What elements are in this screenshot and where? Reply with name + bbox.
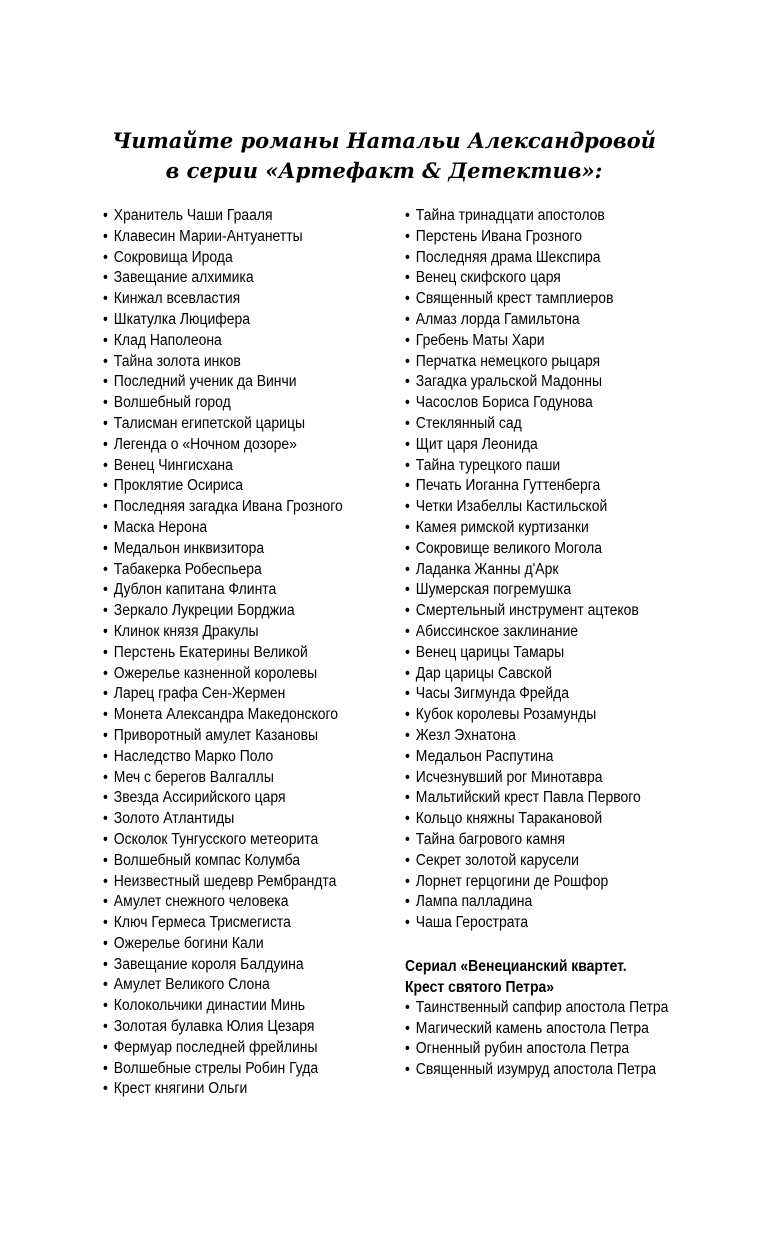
book-title-item: • Медальон инквизитора: [103, 539, 364, 560]
book-title-item: • Зеркало Лукреции Борджиа: [103, 601, 364, 622]
book-title-item: • Ожерелье казненной королевы: [103, 664, 364, 685]
book-title-item: • Магический камень апостола Петра: [405, 1019, 675, 1040]
book-title-item: • Хранитель Чаши Грааля: [103, 206, 364, 227]
book-title-item: • Последняя загадка Ивана Грозного: [103, 497, 364, 518]
book-title-item: • Меч с берегов Валгаллы: [103, 768, 364, 789]
book-title-item: • Лампа палладина: [405, 892, 675, 913]
book-title-item: • Фермуар последней фрейлины: [103, 1038, 364, 1059]
book-title-item: • Тайна турецкого паши: [405, 456, 675, 477]
book-title-item: • Волшебный город: [103, 393, 364, 414]
book-title-item: • Смертельный инструмент ацтеков: [405, 601, 675, 622]
book-title-item: • Огненный рубин апостола Петра: [405, 1039, 675, 1060]
book-title-item: • Таинственный сапфир апостола Петра: [405, 998, 675, 1019]
book-title-item: • Часослов Бориса Годунова: [405, 393, 675, 414]
book-title-item: • Загадка уральской Мадонны: [405, 372, 675, 393]
book-title-item: • Чаша Герострата: [405, 913, 675, 934]
book-title-item: • Перстень Ивана Грозного: [405, 227, 675, 248]
book-title-item: • Щит царя Леонида: [405, 435, 675, 456]
right-column: [405, 206, 705, 1081]
book-title-item: • Волшебный компас Колумба: [103, 851, 364, 872]
book-title-item: • Наследство Марко Поло: [103, 747, 364, 768]
book-title-item: • Венец Чингисхана: [103, 456, 364, 477]
book-title-item: • Кинжал всевластия: [103, 289, 364, 310]
book-title-item: • Перстень Екатерины Великой: [103, 643, 364, 664]
book-title-item: • Исчезнувший рог Минотавра: [405, 768, 675, 789]
book-title-item: • Амулет Великого Слона: [103, 975, 364, 996]
book-title-item: • Перчатка немецкого рыцаря: [405, 352, 675, 373]
book-title-item: • Проклятие Осириса: [103, 476, 364, 497]
book-title-item: • Стеклянный сад: [405, 414, 675, 435]
page-title-line-1: Читайте романы Натальи Александровой: [112, 128, 656, 153]
book-title-item: • Последний ученик да Винчи: [103, 372, 364, 393]
book-title-item: • Часы Зигмунда Фрейда: [405, 684, 675, 705]
book-title-item: • Венец скифского царя: [405, 268, 675, 289]
book-title-item: • Камея римской куртизанки: [405, 518, 675, 539]
book-title-item: • Крест княгини Ольги: [103, 1079, 364, 1100]
book-title-item: • Кольцо княжны Таракановой: [405, 809, 675, 830]
book-title-item: • Кубок королевы Розамунды: [405, 705, 675, 726]
serial-book-list: [405, 998, 705, 1081]
book-title-item: • Сокровища Ирода: [103, 248, 364, 269]
serial-title-line-2: Крест святого Петра»: [405, 978, 555, 996]
book-title-item: • Гребень Маты Хари: [405, 331, 675, 352]
book-title-item: • Волшебные стрелы Робин Гуда: [103, 1059, 364, 1080]
book-title-item: • Табакерка Робеспьера: [103, 560, 364, 581]
book-title-item: • Секрет золотой карусели: [405, 851, 675, 872]
book-title-item: • Звезда Ассирийского царя: [103, 788, 364, 809]
left-book-list: [103, 206, 393, 1100]
book-title-item: • Жезл Эхнатона: [405, 726, 675, 747]
book-title-item: • Ларец графа Сен-Жермен: [103, 684, 364, 705]
book-title-item: • Дар царицы Савской: [405, 664, 675, 685]
book-title-item: • Золотая булавка Юлия Цезаря: [103, 1017, 364, 1038]
book-title-item: • Золото Атлантиды: [103, 809, 364, 830]
book-title-item: • Легенда о «Ночном дозоре»: [103, 435, 364, 456]
book-title-item: • Завещание алхимика: [103, 268, 364, 289]
book-title-item: • Монета Александра Македонского: [103, 705, 364, 726]
book-title-item: • Лорнет герцогини де Рошфор: [405, 872, 675, 893]
book-title-item: • Медальон Распутина: [405, 747, 675, 768]
book-title-item: • Сокровище великого Могола: [405, 539, 675, 560]
book-title-item: • Ключ Гермеса Трисмегиста: [103, 913, 364, 934]
book-title-item: • Священный крест тамплиеров: [405, 289, 675, 310]
book-title-item: • Четки Изабеллы Кастильской: [405, 497, 675, 518]
book-title-item: • Абиссинское заклинание: [405, 622, 675, 643]
book-title-item: • Тайна багрового камня: [405, 830, 675, 851]
book-title-item: • Тайна золота инков: [103, 352, 364, 373]
book-title-item: • Дублон капитана Флинта: [103, 580, 364, 601]
book-title-item: • Амулет снежного человека: [103, 892, 364, 913]
book-title-item: • Клад Наполеона: [103, 331, 364, 352]
book-title-item: • Неизвестный шедевр Рембрандта: [103, 872, 364, 893]
book-title-item: • Шумерская погремушка: [405, 580, 675, 601]
right-book-list: [405, 206, 705, 934]
book-title-item: • Колокольчики династии Минь: [103, 996, 364, 1017]
book-title-item: • Печать Иоганна Гуттенберга: [405, 476, 675, 497]
book-title-item: • Шкатулка Люцифера: [103, 310, 364, 331]
serial-title-line-1: Сериал «Венецианский квартет.: [405, 957, 627, 975]
book-title-item: • Венец царицы Тамары: [405, 643, 675, 664]
book-title-item: • Ожерелье богини Кали: [103, 934, 364, 955]
serial-title: [405, 956, 675, 998]
book-title-item: • Талисман египетской царицы: [103, 414, 364, 435]
book-title-item: • Тайна тринадцати апостолов: [405, 206, 675, 227]
book-title-item: • Осколок Тунгусского метеорита: [103, 830, 364, 851]
page-header: [0, 126, 768, 186]
page-title-line-2: в серии «Артефакт & Детектив»:: [165, 158, 603, 183]
book-title-item: • Мальтийский крест Павла Первого: [405, 788, 675, 809]
book-title-item: • Клавесин Марии-Антуанетты: [103, 227, 364, 248]
book-title-item: • Завещание короля Балдуина: [103, 955, 364, 976]
book-title-item: • Приворотный амулет Казановы: [103, 726, 364, 747]
book-title-item: • Маска Нерона: [103, 518, 364, 539]
book-title-item: • Клинок князя Дракулы: [103, 622, 364, 643]
book-title-item: • Священный изумруд апостола Петра: [405, 1060, 675, 1081]
book-title-item: • Последняя драма Шекспира: [405, 248, 675, 269]
book-title-item: • Алмаз лорда Гамильтона: [405, 310, 675, 331]
book-title-item: • Ладанка Жанны д'Арк: [405, 560, 675, 581]
